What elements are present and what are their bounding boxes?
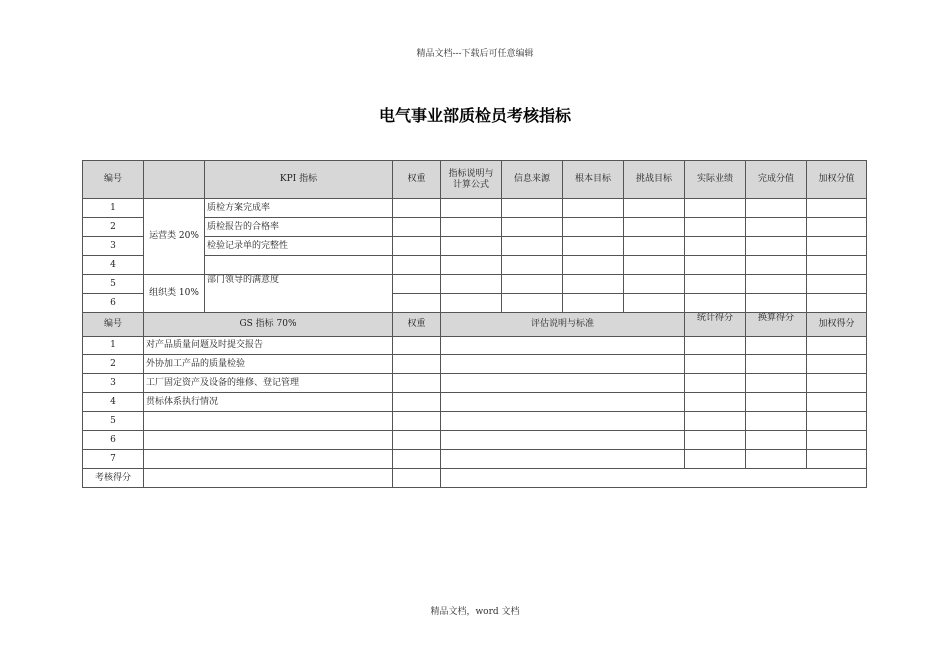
completion-score-cell[interactable] <box>746 199 807 218</box>
header-description <box>441 161 502 199</box>
gs-header-no: 编号 <box>83 313 144 337</box>
gs-row <box>83 431 867 450</box>
total-row <box>83 469 867 488</box>
weighted-score-cell[interactable] <box>807 294 867 313</box>
gs-header-weighted-score: 加权得分 <box>807 313 867 337</box>
completion-score-cell[interactable] <box>746 294 807 313</box>
actual-cell[interactable] <box>685 256 746 275</box>
criteria-cell[interactable] <box>441 450 685 469</box>
group-organization: 组织类 10% <box>144 275 205 313</box>
challenge-target-cell[interactable] <box>624 237 685 256</box>
weight-cell[interactable] <box>393 393 441 412</box>
actual-cell[interactable] <box>685 237 746 256</box>
gs-row <box>83 393 867 412</box>
criteria-cell[interactable] <box>441 355 685 374</box>
converted-score-cell[interactable] <box>746 337 807 355</box>
row-no: 6 <box>83 431 144 450</box>
row-no: 6 <box>83 294 144 313</box>
source-cell[interactable] <box>502 218 563 237</box>
converted-score-cell[interactable] <box>746 355 807 374</box>
stat-score-cell[interactable] <box>685 374 746 393</box>
header-no: 编号 <box>83 161 144 199</box>
base-target-cell[interactable] <box>563 294 624 313</box>
kpi-indicator <box>205 256 393 275</box>
row-no: 5 <box>83 275 144 294</box>
gs-header-row <box>83 313 867 337</box>
completion-score-cell[interactable] <box>746 218 807 237</box>
weighted-score-cell[interactable] <box>807 337 867 355</box>
description-cell[interactable] <box>441 237 502 256</box>
header-note: 精品文档---下载后可任意编辑 <box>416 49 534 59</box>
weight-cell[interactable] <box>393 199 441 218</box>
criteria-cell[interactable] <box>441 374 685 393</box>
challenge-target-cell[interactable] <box>624 256 685 275</box>
header-weight: 权重 <box>393 161 441 199</box>
group-operations: 运营类 20% <box>144 199 205 275</box>
source-cell[interactable] <box>502 294 563 313</box>
source-cell[interactable] <box>502 256 563 275</box>
weight-cell[interactable] <box>393 450 441 469</box>
converted-score-cell[interactable] <box>746 431 807 450</box>
weighted-score-cell[interactable] <box>807 450 867 469</box>
converted-score-cell[interactable] <box>746 393 807 412</box>
row-no: 5 <box>83 412 144 431</box>
weight-cell[interactable] <box>393 294 441 313</box>
weighted-score-cell[interactable] <box>807 374 867 393</box>
description-cell[interactable] <box>441 218 502 237</box>
kpi-indicator: 检验记录单的完整性 <box>205 237 393 256</box>
weight-cell[interactable] <box>393 337 441 355</box>
header-kpi: KPI 指标 <box>205 161 393 199</box>
gs-row <box>83 374 867 393</box>
description-cell[interactable] <box>441 256 502 275</box>
completion-score-cell[interactable] <box>746 237 807 256</box>
gs-row <box>83 412 867 431</box>
row-no: 7 <box>83 450 144 469</box>
kpi-row <box>83 199 867 218</box>
gs-row <box>83 337 867 355</box>
header-source: 信息来源 <box>502 161 563 199</box>
gs-indicator: 外协加工产品的质量检验 <box>144 355 393 374</box>
challenge-target-cell[interactable] <box>624 199 685 218</box>
stat-score-cell[interactable] <box>685 337 746 355</box>
weighted-score-cell[interactable] <box>807 275 867 294</box>
kpi-indicator: 质检方案完成率 <box>205 199 393 218</box>
stat-score-cell[interactable] <box>685 412 746 431</box>
total-weight-cell[interactable] <box>393 469 441 488</box>
criteria-cell[interactable] <box>441 393 685 412</box>
gs-header-criteria: 评估说明与标准 <box>441 313 685 337</box>
total-indicator-cell[interactable] <box>144 469 393 488</box>
actual-cell[interactable] <box>685 294 746 313</box>
base-target-cell[interactable] <box>563 256 624 275</box>
challenge-target-cell[interactable] <box>624 294 685 313</box>
converted-score-cell[interactable] <box>746 450 807 469</box>
gs-indicator <box>144 450 393 469</box>
converted-score-cell[interactable] <box>746 412 807 431</box>
weight-cell[interactable] <box>393 355 441 374</box>
converted-score-cell[interactable] <box>746 374 807 393</box>
row-no: 3 <box>83 237 144 256</box>
header-actual: 实际业绩 <box>685 161 746 199</box>
kpi-assessment-table <box>82 160 867 488</box>
gs-indicator: 工厂固定资产及设备的维修、登记管理 <box>144 374 393 393</box>
row-no: 2 <box>83 355 144 374</box>
weighted-score-cell[interactable] <box>807 393 867 412</box>
header-description-line1: 指标说明与 <box>448 168 494 179</box>
header-base-target: 根本目标 <box>563 161 624 199</box>
row-no: 1 <box>83 337 144 355</box>
description-cell[interactable] <box>441 275 502 294</box>
weight-cell[interactable] <box>393 374 441 393</box>
weighted-score-cell[interactable] <box>807 412 867 431</box>
base-target-cell[interactable] <box>563 237 624 256</box>
header-category <box>144 161 205 199</box>
gs-indicator: 对产品质量问题及时提交报告 <box>144 337 393 355</box>
stat-score-cell[interactable] <box>685 431 746 450</box>
source-cell[interactable] <box>502 237 563 256</box>
completion-score-cell[interactable] <box>746 256 807 275</box>
footer-note: 精品文档，word 文档 <box>430 607 520 617</box>
weight-cell[interactable] <box>393 256 441 275</box>
header-challenge-target: 挑战目标 <box>624 161 685 199</box>
gs-indicator <box>144 412 393 431</box>
weight-cell[interactable] <box>393 218 441 237</box>
row-no: 1 <box>83 199 144 218</box>
gs-header-weight: 权重 <box>393 313 441 337</box>
challenge-target-cell[interactable] <box>624 218 685 237</box>
stat-score-cell[interactable] <box>685 450 746 469</box>
total-label: 考核得分 <box>83 469 144 488</box>
weighted-score-cell[interactable] <box>807 355 867 374</box>
gs-header-stat-score: 统计得分 <box>685 313 746 337</box>
weighted-score-cell[interactable] <box>807 431 867 450</box>
row-no: 3 <box>83 374 144 393</box>
gs-indicator <box>144 431 393 450</box>
header-completion-score: 完成分值 <box>746 161 807 199</box>
source-cell[interactable] <box>502 275 563 294</box>
base-target-cell[interactable] <box>563 275 624 294</box>
criteria-cell[interactable] <box>441 431 685 450</box>
header-description-line2: 计算公式 <box>452 179 489 190</box>
description-cell[interactable] <box>441 294 502 313</box>
base-target-cell[interactable] <box>563 218 624 237</box>
weight-cell[interactable] <box>393 237 441 256</box>
actual-cell[interactable] <box>685 199 746 218</box>
header-weighted-score: 加权分值 <box>807 161 867 199</box>
criteria-cell[interactable] <box>441 337 685 355</box>
gs-header-converted-score: 换算得分 <box>746 313 807 337</box>
gs-row <box>83 355 867 374</box>
kpi-header-row <box>83 161 867 199</box>
kpi-row <box>83 275 867 294</box>
actual-cell[interactable] <box>685 275 746 294</box>
gs-indicator: 贯标体系执行情况 <box>144 393 393 412</box>
row-no: 4 <box>83 256 144 275</box>
source-cell[interactable] <box>502 199 563 218</box>
gs-row <box>83 450 867 469</box>
weight-cell[interactable] <box>393 412 441 431</box>
weight-cell[interactable] <box>393 275 441 294</box>
weighted-score-cell[interactable] <box>807 237 867 256</box>
stat-score-cell[interactable] <box>685 355 746 374</box>
description-cell[interactable] <box>441 199 502 218</box>
weight-cell[interactable] <box>393 431 441 450</box>
actual-cell[interactable] <box>685 218 746 237</box>
row-no: 4 <box>83 393 144 412</box>
total-score-cell[interactable] <box>441 469 867 488</box>
base-target-cell[interactable] <box>563 199 624 218</box>
gs-header-indicator: GS 指标 70% <box>144 313 393 337</box>
weighted-score-cell[interactable] <box>807 199 867 218</box>
document-title: 电气事业部质检员考核指标 <box>378 106 571 125</box>
row-no: 2 <box>83 218 144 237</box>
kpi-indicator: 质检报告的合格率 <box>205 218 393 237</box>
kpi-indicator: 部门领导的满意度 <box>205 275 393 313</box>
completion-score-cell[interactable] <box>746 275 807 294</box>
weighted-score-cell[interactable] <box>807 218 867 237</box>
stat-score-cell[interactable] <box>685 393 746 412</box>
challenge-target-cell[interactable] <box>624 275 685 294</box>
criteria-cell[interactable] <box>441 412 685 431</box>
weighted-score-cell[interactable] <box>807 256 867 275</box>
